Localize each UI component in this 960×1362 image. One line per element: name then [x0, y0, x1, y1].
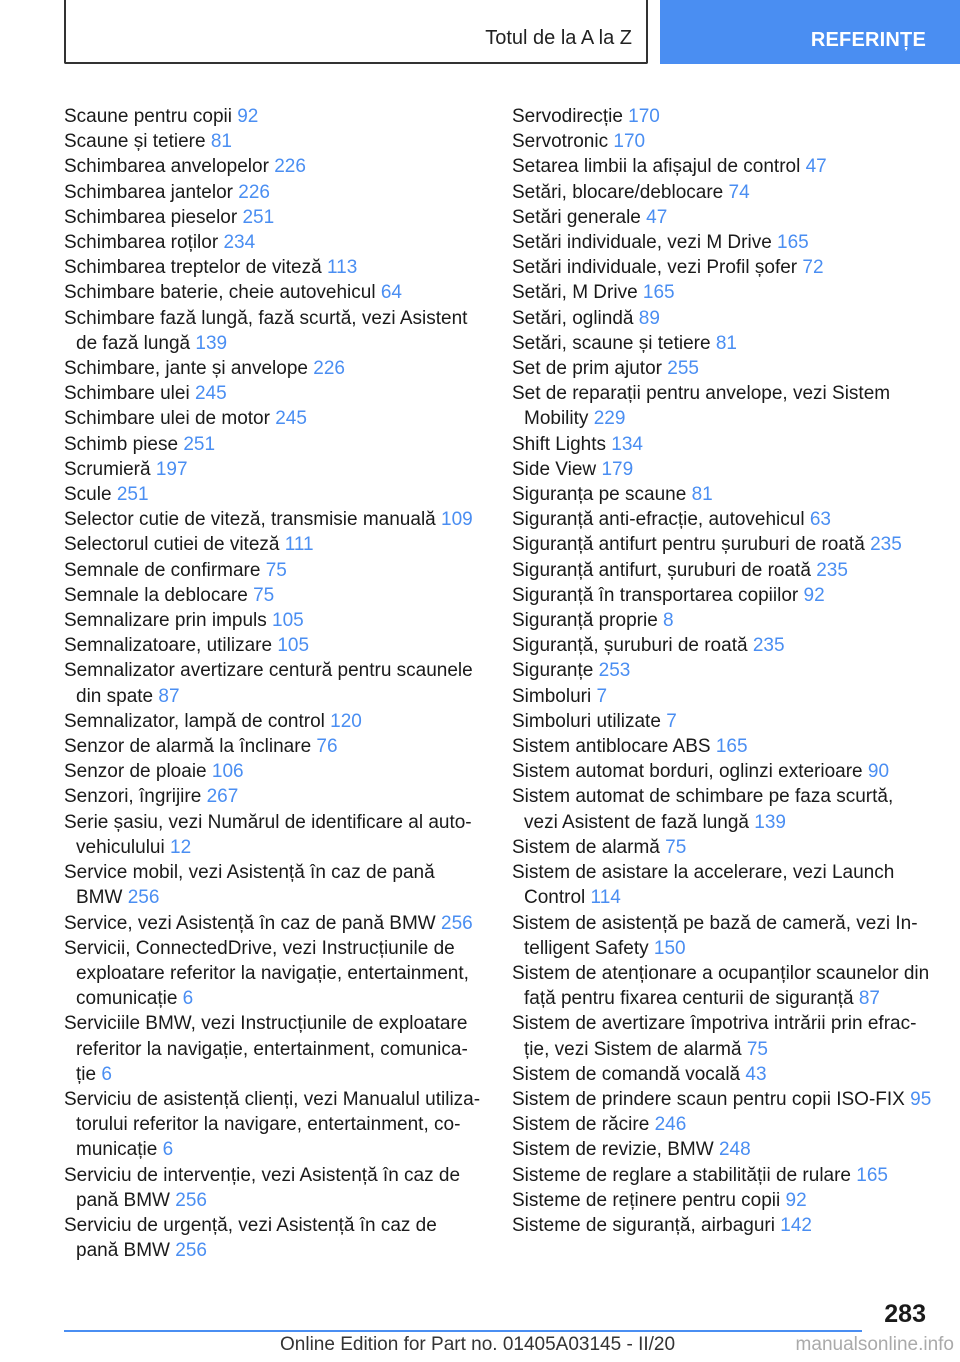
index-entry-text: Schimbarea anvelopelor — [64, 156, 269, 178]
index-entry — [64, 709, 484, 734]
page-link[interactable]: 165 — [715, 736, 748, 758]
index-entry — [512, 860, 932, 910]
page-link[interactable]: 165 — [856, 1164, 888, 1186]
index-entry — [512, 961, 932, 1011]
page-link[interactable]: 76 — [316, 736, 338, 758]
index-entry — [512, 633, 932, 658]
page-link[interactable]: 256 — [175, 1189, 207, 1211]
index-entry-text: Setări individuale, vezi M Drive — [512, 232, 772, 254]
index-entry-text: Service, vezi Asistență în caz de pană BMW — [64, 912, 436, 934]
index-entry — [64, 532, 484, 557]
index-entry — [512, 205, 932, 230]
index-entry-text: Sistem de atenționare a ocupanților scaunelor din față pentru fixarea centurii de siguranță — [512, 962, 930, 1010]
index-entry — [64, 280, 484, 305]
page-link[interactable]: 47 — [646, 206, 668, 228]
chapter-tab-label: REFERINȚE — [810, 29, 926, 51]
index-entry — [64, 608, 484, 633]
index-entry-text: Serie șasiu, vezi Numărul de identificare al auto-vehiculului — [64, 811, 472, 858]
page-link[interactable]: 246 — [654, 1114, 687, 1136]
page-link[interactable]: 87 — [858, 988, 880, 1010]
index-entry-text: Setarea limbii la afișajul de control — [512, 156, 801, 178]
index-entry-text: Schimbarea roților — [64, 232, 219, 254]
page-link[interactable]: 226 — [274, 156, 306, 178]
index-entry — [64, 457, 484, 482]
index-entry-text: Selector cutie de viteză, transmisie manuală — [64, 509, 436, 531]
index-entry — [64, 911, 484, 936]
index-entry — [512, 381, 932, 431]
page-link[interactable]: 75 — [746, 1038, 768, 1060]
index-entry-text: Sistem de avertizare împotriva intrării prin efrac-ție, vezi Sistem de alarmă — [512, 1013, 917, 1060]
index-entry-text: Setări generale — [512, 206, 641, 228]
page-link[interactable]: 235 — [816, 559, 848, 581]
index-entry — [512, 784, 932, 834]
index-entry — [64, 1163, 484, 1213]
page-link[interactable]: 150 — [653, 937, 686, 959]
page-link[interactable]: 248 — [718, 1139, 751, 1161]
index-entry-text: Siguranță anti-efracție, autovehicul — [512, 509, 805, 531]
page-link[interactable]: 75 — [253, 584, 275, 606]
page-link[interactable]: 113 — [326, 257, 358, 279]
index-entry — [64, 507, 484, 532]
page-link[interactable]: 245 — [194, 383, 227, 405]
index-entry-text: Sisteme de siguranță, airbaguri — [512, 1214, 775, 1236]
index-entry-text: Sisteme de reținere pentru copii — [512, 1189, 781, 1211]
page-link[interactable]: 6 — [162, 1139, 174, 1161]
index-entry-text: Sistem de răcire — [512, 1114, 650, 1136]
page-link[interactable]: 142 — [780, 1214, 812, 1236]
index-entry-text: Serviciu de intervenție, vezi Asistență în caz de pană BMW — [64, 1164, 461, 1211]
index-entry — [64, 1087, 484, 1163]
page-link[interactable]: 267 — [206, 786, 239, 808]
index-entry-text: Scaune pentru copii — [64, 106, 232, 127]
page-link[interactable]: 92 — [803, 584, 825, 606]
index-entry — [512, 331, 932, 356]
index-entry-text: Siguranță, șuruburi de roată — [512, 635, 748, 657]
index-entry-text: Scaune și tetiere — [64, 131, 206, 153]
index-entry-text: Setări individuale, vezi Profil șofer — [512, 257, 798, 279]
page-link[interactable]: 253 — [598, 660, 631, 682]
page-link[interactable]: 87 — [158, 685, 180, 707]
index-entry-text: Schimbarea pieselor — [64, 206, 238, 228]
page-link[interactable]: 7 — [596, 685, 608, 707]
section-tab-label: Totul de la A la Z — [485, 27, 632, 49]
index-entry-text: Siguranță antifurt, șuruburi de roată — [512, 559, 811, 581]
index-entry — [64, 936, 484, 1012]
page-link[interactable]: 114 — [590, 887, 621, 909]
index-entry-text: Sistem de revizie, BMW — [512, 1139, 714, 1161]
index-entry — [512, 129, 932, 154]
index-entry-text: Siguranță antifurt pentru șuruburi de roată — [512, 534, 865, 556]
index-entry — [512, 280, 932, 305]
index-entry — [64, 129, 484, 154]
index-entry — [512, 583, 932, 608]
index-entry — [512, 457, 932, 482]
page-link[interactable]: 256 — [441, 912, 473, 934]
index-entry-text: Setări, blocare/deblocare — [512, 181, 724, 203]
index-entry — [512, 306, 932, 331]
index-entry-text: Side View — [512, 458, 597, 480]
index-entry — [64, 633, 484, 658]
index-entry — [512, 230, 932, 255]
index-entry-text: Service mobil, vezi Asistență în caz de pană BMW — [64, 862, 435, 909]
page-link[interactable]: 106 — [211, 761, 244, 783]
index-entry — [512, 1087, 932, 1112]
index-entry — [512, 1011, 932, 1061]
index-entry-text: Schimbare ulei de motor — [64, 408, 270, 430]
footer-divider — [64, 1330, 862, 1332]
page-link[interactable]: 179 — [601, 458, 634, 480]
index-entry-text: Set de prim ajutor — [512, 358, 662, 380]
index-entry — [64, 558, 484, 583]
page-link[interactable]: 63 — [809, 509, 831, 531]
index-entry-text: Sistem antiblocare ABS — [512, 736, 711, 758]
index-column-right — [512, 104, 932, 1238]
index-entry-text: Schimbarea treptelor de viteză — [64, 257, 322, 279]
index-entry-text: Semnalizare prin impuls — [64, 610, 267, 632]
index-entry — [64, 205, 484, 230]
index-entry-text: Sistem de asistență pe bază de cameră, vezi In-telligent Safety — [512, 912, 918, 959]
index-entry — [64, 734, 484, 759]
index-entry-text: Setări, oglindă — [512, 307, 634, 329]
index-entry-text: Serviciu de asistență clienți, vezi Manualul utiliza-torului referitor la navigare, entertainment, co-municație — [64, 1088, 481, 1161]
index-entry — [64, 482, 484, 507]
page-link[interactable]: 8 — [663, 610, 674, 632]
page-link[interactable]: 229 — [593, 408, 626, 430]
index-entry-text: Sistem de comandă vocală — [512, 1063, 741, 1085]
index-entry-text: Siguranță proprie — [512, 610, 658, 632]
index-entry — [512, 255, 932, 280]
index-entry — [512, 507, 932, 532]
index-entry-text: Setări, M Drive — [512, 282, 638, 304]
index-entry — [512, 759, 932, 784]
page-link[interactable]: 92 — [237, 106, 259, 127]
index-entry-text: Simboluri — [512, 685, 592, 707]
index-entry — [512, 1163, 932, 1188]
index-entry-text: Siguranțe — [512, 660, 594, 682]
index-entry-text: Simboluri utilizate — [512, 710, 661, 732]
index-entry-text: Servicii, ConnectedDrive, vezi Instrucțiunile de exploatare referitor la navigație, entertainment, comunicație — [64, 937, 469, 1010]
page-link[interactable]: 75 — [665, 836, 687, 858]
index-entry-text: Schimbare ulei — [64, 383, 190, 405]
index-entry — [512, 558, 932, 583]
page-link[interactable]: 12 — [170, 836, 192, 858]
page-link[interactable]: 235 — [870, 534, 902, 556]
index-entry-text: Scule — [64, 484, 112, 506]
page-link[interactable]: 251 — [116, 484, 149, 506]
index-entry — [64, 658, 484, 708]
page-link[interactable]: 256 — [175, 1240, 207, 1262]
index-entry — [64, 1011, 484, 1087]
index-entry-text: Servodirecție — [512, 106, 623, 127]
page-link[interactable]: 90 — [867, 761, 890, 783]
page-link[interactable]: 251 — [183, 433, 216, 455]
page-link[interactable]: 234 — [223, 232, 256, 254]
index-entry — [64, 432, 484, 457]
index-column-left — [64, 104, 484, 1263]
page-link[interactable]: 6 — [101, 1063, 112, 1085]
index-entry — [512, 104, 932, 129]
index-entry-text: Schimbare fază lungă, fază scurtă, vezi Asistent de fază lungă — [64, 307, 468, 354]
page-link[interactable]: 165 — [777, 232, 809, 254]
index-entry-text: Serviciu de urgență, vezi Asistență în caz de pană BMW — [64, 1214, 437, 1262]
page-link[interactable]: 75 — [265, 559, 287, 581]
index-entry — [64, 860, 484, 910]
page-link[interactable]: 139 — [195, 332, 228, 354]
index-entry — [512, 532, 932, 557]
page-link[interactable]: 74 — [728, 181, 750, 203]
index-entry-text: Scrumieră — [64, 458, 151, 480]
index-entry — [64, 759, 484, 784]
page-link[interactable]: 165 — [642, 282, 675, 304]
index-entry-text: Semnale la deblocare — [64, 584, 248, 606]
index-entry — [512, 911, 932, 961]
page-link[interactable]: 81 — [210, 131, 232, 153]
index-entry — [64, 180, 484, 205]
index-entry — [512, 356, 932, 381]
index-entry — [512, 1062, 932, 1087]
index-entry — [64, 154, 484, 179]
index-entry-text: Shift Lights — [512, 433, 606, 455]
index-entry-text: Semnalizatoare, utilizare — [64, 635, 273, 657]
page-link[interactable]: 6 — [182, 988, 194, 1010]
index-entry — [512, 1213, 932, 1238]
page-link[interactable]: 109 — [441, 509, 473, 531]
page-link[interactable]: 255 — [667, 358, 699, 380]
index-entry — [512, 154, 932, 179]
index-entry — [64, 381, 484, 406]
index-entry-text: Sistem automat de schimbare pe faza scurtă, vezi Asistent de fază lungă — [512, 786, 894, 833]
page-link[interactable]: 64 — [380, 282, 402, 304]
page-link[interactable]: 235 — [752, 635, 785, 657]
page-link[interactable]: 139 — [754, 811, 786, 833]
page-link[interactable]: 120 — [330, 710, 362, 732]
chapter-tab[interactable] — [660, 0, 960, 64]
watermark-brand: manualsonline.info — [795, 1334, 954, 1355]
page-link[interactable]: 92 — [785, 1189, 807, 1211]
index-entry — [512, 684, 932, 709]
index-entry-text: Senzor de alarmă la înclinare — [64, 736, 312, 758]
index-entry — [512, 658, 932, 683]
index-entry — [64, 306, 484, 356]
index-entry — [512, 608, 932, 633]
index-entry-text: Sistem de prindere scaun pentru copii ISO-FIX — [512, 1088, 905, 1110]
index-entry — [512, 180, 932, 205]
index-entry — [64, 784, 484, 809]
index-entry-text: Sistem de asistare la accelerare, vezi Launch Control — [512, 862, 895, 909]
index-entry — [512, 1188, 932, 1213]
index-entry — [64, 406, 484, 431]
index-entry — [64, 104, 484, 129]
index-entry — [64, 1213, 484, 1263]
page-link[interactable]: 134 — [611, 433, 643, 455]
index-entry — [512, 835, 932, 860]
index-entry — [64, 230, 484, 255]
index-entry-text: Sistem automat borduri, oglinzi exterioare — [512, 761, 863, 783]
index-entry — [512, 1112, 932, 1137]
index-entry-text: Selectorul cutiei de viteză — [64, 534, 280, 556]
page-link[interactable]: 105 — [272, 610, 304, 632]
index-entry-text: Semnalizator avertizare centură pentru scaunele din spate — [64, 660, 473, 707]
page-link[interactable]: 81 — [715, 332, 737, 354]
index-entry-text: Semnalizator, lampă de control — [64, 710, 325, 732]
index-entry-text: Serviciile BMW, vezi Instrucțiunile de exploatare referitor la navigație, entertainment, comunica-ție — [64, 1013, 468, 1085]
index-entry-text: Siguranță în transportarea copiilor — [512, 584, 799, 606]
index-entry-text: Sisteme de reglare a stabilității de rulare — [512, 1164, 852, 1186]
section-tab[interactable] — [64, 0, 648, 64]
index-entry — [512, 482, 932, 507]
index-entry — [512, 432, 932, 457]
page-link[interactable]: 245 — [275, 408, 307, 430]
index-entry-text: Setări, scaune și tetiere — [512, 332, 711, 354]
index-entry-text: Set de reparații pentru anvelope, vezi Sistem Mobility — [512, 383, 891, 430]
page-link[interactable]: 226 — [313, 358, 345, 380]
index-entry — [64, 356, 484, 381]
index-entry — [512, 709, 932, 734]
index-entry-text: Senzor de ploaie — [64, 761, 207, 783]
index-entry-text: Semnale de confirmare — [64, 559, 261, 581]
index-entry-text: Siguranța pe scaune — [512, 484, 687, 506]
index-entry — [512, 1137, 932, 1162]
page-link[interactable]: 7 — [666, 710, 677, 732]
page-link[interactable]: 256 — [127, 887, 160, 909]
index-entry — [64, 255, 484, 280]
page-link[interactable]: 47 — [805, 156, 827, 178]
page-link[interactable]: 105 — [277, 635, 310, 657]
index-entry-text: Schimbare baterie, cheie autovehicul — [64, 282, 376, 304]
index-entry-text: Sistem de alarmă — [512, 836, 660, 858]
index-entry — [64, 583, 484, 608]
page-link[interactable]: 226 — [238, 181, 270, 203]
index-entry-text: Servotronic — [512, 131, 609, 153]
page-link[interactable]: 95 — [910, 1088, 932, 1110]
page-link[interactable]: 170 — [628, 106, 660, 127]
page-link[interactable]: 81 — [691, 484, 713, 506]
page-link[interactable]: 197 — [155, 458, 188, 480]
index-entry-text: Schimbare, jante și anvelope — [64, 358, 308, 380]
page-link[interactable]: 251 — [242, 206, 275, 228]
index-entry-text: Schimb piese — [64, 433, 179, 455]
edition-note: Online Edition for Part no. 01405A03145 - II/20 — [280, 1334, 676, 1355]
page-link[interactable]: 111 — [284, 534, 314, 556]
page-header — [0, 0, 960, 66]
page-link[interactable]: 43 — [745, 1063, 767, 1085]
page-number: 283 — [884, 1300, 926, 1328]
page-link[interactable]: 170 — [613, 131, 646, 153]
index-entry — [64, 810, 484, 860]
index-entry-text: Senzori, îngrijire — [64, 786, 202, 808]
page-link[interactable]: 89 — [638, 307, 660, 329]
index-entry-text: Schimbarea jantelor — [64, 181, 233, 203]
index-entry — [512, 734, 932, 759]
page-link[interactable]: 72 — [802, 257, 824, 279]
